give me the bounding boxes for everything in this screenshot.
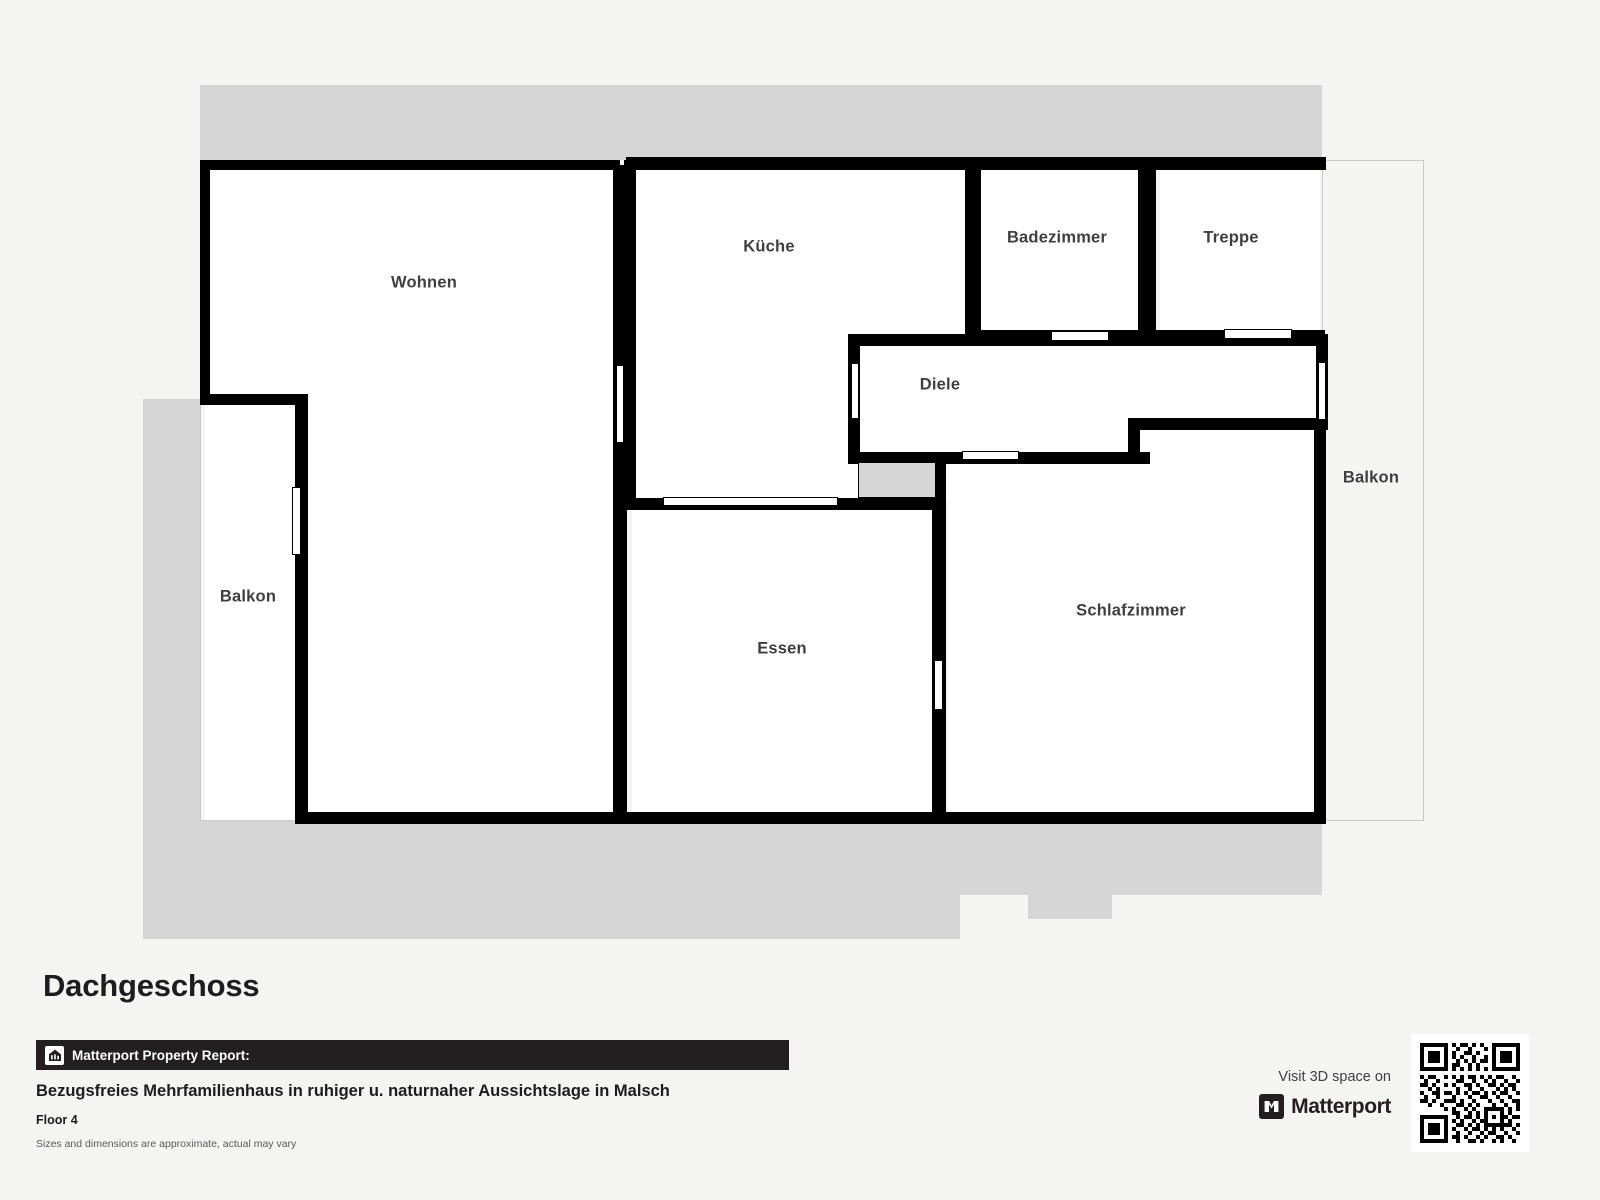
room-essen — [632, 505, 937, 820]
wall-bad-treppe-divider — [1138, 160, 1156, 338]
room-label-kueche: Küche — [743, 237, 795, 256]
door-treppe — [1224, 329, 1292, 339]
qr-code-frame[interactable] — [1411, 1034, 1529, 1152]
wall-balkon-left-top — [200, 394, 308, 405]
room-label-diele: Diele — [919, 375, 961, 394]
footprint-top — [200, 85, 1322, 160]
report-bar-label: Matterport Property Report: — [72, 1047, 250, 1063]
matterport-logo-icon — [1259, 1094, 1284, 1119]
visit-3d-text: Visit 3D space on — [1278, 1069, 1391, 1085]
qr-code[interactable] — [1420, 1043, 1520, 1143]
window-balkon-left — [292, 487, 301, 555]
room-treppe — [1160, 165, 1320, 335]
wall-wohnen-left-upper — [200, 160, 210, 400]
property-title: Bezugsfreies Mehrfamilienhaus in ruhiger u. naturnaher Aussichtslage in Malsch — [36, 1082, 670, 1100]
room-label-balkon-right: Balkon — [1342, 468, 1400, 487]
window-diele-right — [1318, 362, 1326, 420]
window-wohnen-right — [616, 365, 624, 443]
wall-diele-step — [1128, 418, 1140, 464]
room-diele — [858, 340, 1320, 460]
step-block-diele — [858, 462, 936, 498]
matterport-house-icon — [45, 1046, 64, 1065]
room-label-wohnen: Wohnen — [391, 273, 457, 292]
disclaimer-text: Sizes and dimensions are approximate, actual may vary — [36, 1138, 297, 1150]
door-diele-bottom — [962, 451, 1019, 460]
page-title: Dachgeschoss — [43, 968, 260, 1003]
wall-diele-bottom-right — [1128, 418, 1324, 430]
door-kueche-essen — [663, 497, 838, 506]
room-label-balkon-left: Balkon — [219, 587, 277, 606]
wall-wohnen-right — [613, 165, 627, 820]
wall-top-left — [200, 160, 620, 170]
room-badezimmer — [980, 165, 1138, 335]
matterport-wordmark: Matterport — [1291, 1094, 1391, 1118]
footprint-bottom-left — [143, 820, 960, 939]
door-diele-left — [851, 363, 859, 419]
floor-number-label: Floor 4 — [36, 1113, 78, 1127]
room-schlafzimmer — [948, 460, 1320, 820]
room-label-essen: Essen — [757, 639, 807, 658]
door-essen-schlafzimmer — [934, 660, 943, 710]
room-label-schlafzimmer: Schlafzimmer — [1076, 601, 1186, 620]
room-label-treppe: Treppe — [1203, 228, 1259, 247]
wall-balkon-left-inner — [295, 394, 308, 822]
wall-kueche-bad-top — [965, 160, 981, 335]
footprint-bottom-notch — [1028, 820, 1112, 919]
room-balkon-left — [205, 400, 300, 820]
matterport-logo — [1259, 1094, 1391, 1119]
room-label-badezimmer: Badezimmer — [1006, 228, 1108, 247]
wall-essen-right — [932, 460, 946, 822]
wall-bottom — [295, 812, 1326, 824]
door-badezimmer — [1051, 331, 1109, 341]
balcony-right-area — [1322, 160, 1424, 821]
report-bar — [36, 1040, 789, 1070]
wall-bottom-right-end — [1314, 420, 1326, 824]
